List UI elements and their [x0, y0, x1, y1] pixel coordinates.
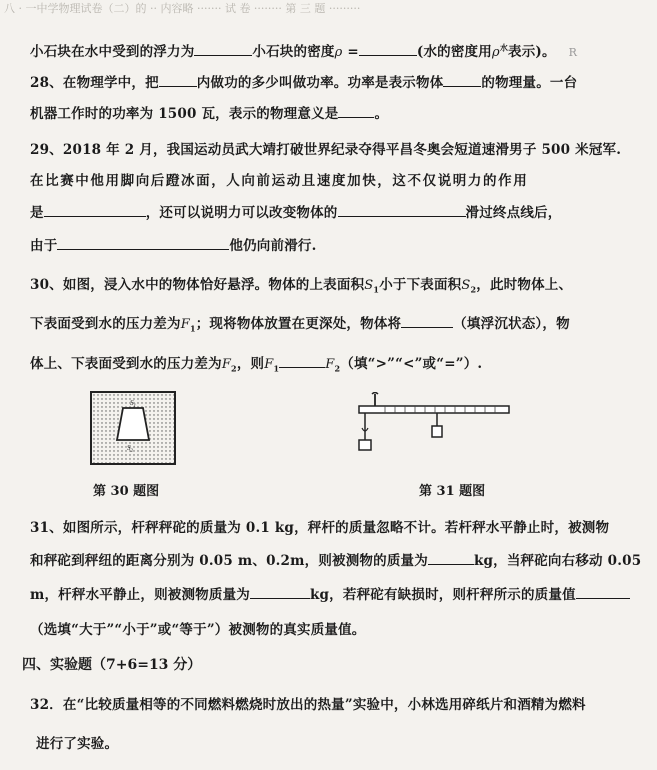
- fig30-s1-label: $S_1$: [130, 399, 136, 409]
- q27-tail-line: [30, 40, 577, 60]
- q30-text-2b: ；现将物体放置在更深处，物体将: [195, 316, 402, 332]
- q27-text-a: 小石块在水中受到的浮力为: [30, 44, 195, 60]
- figure-31-steelyard-diagram: [345, 392, 513, 466]
- f2-symbol-compare: F: [325, 357, 335, 372]
- q29-text-3b: ，还可以说明力可以改变物体的: [145, 205, 338, 221]
- q30-line-2: [30, 312, 570, 334]
- q30-text-3a: 体上、下表面受到水的压力差为: [30, 356, 222, 372]
- q30-text-3b: ，则: [236, 356, 265, 372]
- q31-line-1: 31、如图所示，杆秤秤砣的质量为 0.1 kg，秤杆的质量忽略不计。若杆秤水平静止时，被测物: [30, 520, 610, 536]
- q29-text-4b: 他仍向前滑行.: [229, 238, 317, 254]
- q30-line-3: [30, 352, 482, 374]
- q31-text-3b: kg，若秤砣有缺损时，则杆秤所示的质量值: [309, 587, 576, 603]
- counterweight: [432, 426, 442, 437]
- q29-text-3a: 是: [30, 205, 44, 221]
- q32-line-1: 32．在“比较质量相等的不同燃料燃烧时放出的热量”实验中，小林选用碎纸片和酒精为燃料: [30, 697, 586, 713]
- f1-subscript: 1: [189, 323, 196, 334]
- q28-text-1b: 内做功的多少叫做功率。功率是表示物体: [196, 75, 444, 91]
- rho-symbol: ρ: [334, 45, 343, 60]
- q30-text-3c: （填“>”“<”或“=”）.: [340, 356, 483, 372]
- q28-line-1: [30, 71, 577, 91]
- f1-symbol: F: [180, 317, 190, 332]
- q27-text-d: (水的密度用: [416, 44, 492, 60]
- q31-text-2a: 和秤砣到秤纽的距离分别为 0.05 m、0.2m，则被测物的质量为: [30, 553, 428, 569]
- q29-text-4a: 由于: [30, 238, 58, 254]
- q27-blank-density[interactable]: [359, 43, 417, 56]
- q29-blank-2[interactable]: [338, 204, 466, 217]
- rho-water-subscript: 水: [499, 42, 509, 53]
- q30-blank-2[interactable]: [279, 355, 325, 368]
- figure-30-caption: 第 30 题图: [93, 484, 160, 499]
- q30-text-1a: 30、如图，浸入水中的物体恰好悬浮。物体的上表面积: [30, 277, 365, 293]
- q29-line-3: [30, 201, 561, 221]
- q31-text-2b: kg，当秤砣向右移动 0.05: [473, 553, 642, 569]
- q28-blank-3[interactable]: [338, 105, 374, 118]
- q31-line-3: [30, 583, 630, 603]
- q29-blank-1[interactable]: [44, 204, 146, 217]
- q30-text-1c: ，此时物体上、: [476, 277, 573, 293]
- q31-blank-1[interactable]: [428, 552, 474, 565]
- q27-blank-buoyancy[interactable]: [194, 43, 252, 56]
- q30-text-2c: （填浮沉状态），物: [453, 316, 570, 332]
- q30-text-2a: 下表面受到水的压力差为: [30, 316, 181, 332]
- q31-blank-3[interactable]: [576, 586, 630, 599]
- q28-text-1a: 28、在物理学中，把: [30, 75, 159, 91]
- q31-text-3a: m，杆秤水平静止，则被测物质量为: [30, 587, 250, 603]
- q31-line-2: [30, 549, 641, 569]
- margin-mark: R: [568, 46, 578, 59]
- f2-subscript-compare: 2: [334, 363, 341, 374]
- s2-subscript: 2: [470, 284, 477, 295]
- f1-subscript-compare: 1: [273, 363, 280, 374]
- q29-line-4: [30, 234, 317, 254]
- steelyard-beam: [359, 406, 509, 413]
- q28-blank-2[interactable]: [443, 74, 481, 87]
- f2-subscript: 2: [231, 363, 237, 374]
- figure-31-caption: 第 31 题图: [419, 484, 486, 499]
- figure-30-beaker-diagram: [85, 390, 181, 466]
- f1-symbol-compare: F: [264, 357, 274, 372]
- q29-line-1: 29、2018 年 2 月，我国运动员武大靖打破世界纪录夺得平昌冬奥会短道速滑男子 500 米冠军.: [30, 142, 622, 158]
- q28-text-2b: 。: [374, 106, 389, 122]
- q29-line-2: 在比赛中他用脚向后蹬冰面，人向前运动且速度加快，这不仅说明力的作用: [30, 173, 529, 189]
- section-heading-experiments: 四、实验题（7+6=13 分）: [22, 657, 202, 673]
- q28-blank-1[interactable]: [159, 74, 197, 87]
- q28-text-2a: 机器工作时的功率为 1500 瓦，表示的物理意义是: [30, 106, 339, 122]
- measured-object: [359, 440, 371, 450]
- s1-subscript: 1: [373, 284, 380, 295]
- s2-symbol: S: [461, 278, 471, 293]
- fig30-s2-label: $S_2$: [127, 444, 133, 454]
- faint-header-text: 八 · 一中学物理试卷（二）的 ·· 内容略 ······· 试 卷 ········ 第 三 题 ·········: [4, 2, 361, 15]
- q27-text-e: 表示)。: [508, 44, 556, 60]
- q31-blank-2[interactable]: [250, 586, 310, 599]
- q29-blank-3[interactable]: [57, 237, 229, 250]
- q29-text-3c: 滑过终点线后，: [465, 205, 562, 221]
- q27-equals: =: [347, 44, 359, 60]
- q27-text-b: 小石块的密度: [252, 44, 335, 60]
- pivot-hook-icon: [372, 393, 378, 395]
- s1-symbol: S: [364, 278, 374, 293]
- q31-line-4: （选填“大于”“小于”或“等于”）被测物的真实质量值。: [30, 622, 366, 638]
- q30-text-1b: 小于下表面积: [379, 277, 462, 293]
- q32-line-2: 进行了实验。: [36, 736, 119, 752]
- q28-text-1c: 的物理量。一台: [481, 75, 578, 91]
- submerged-object: [117, 408, 149, 440]
- q30-blank-1[interactable]: [401, 315, 453, 328]
- q30-line-1: [30, 273, 572, 295]
- rho-water-symbol: ρ: [491, 45, 500, 60]
- f2-symbol: F: [221, 357, 232, 372]
- q28-line-2: [30, 102, 388, 122]
